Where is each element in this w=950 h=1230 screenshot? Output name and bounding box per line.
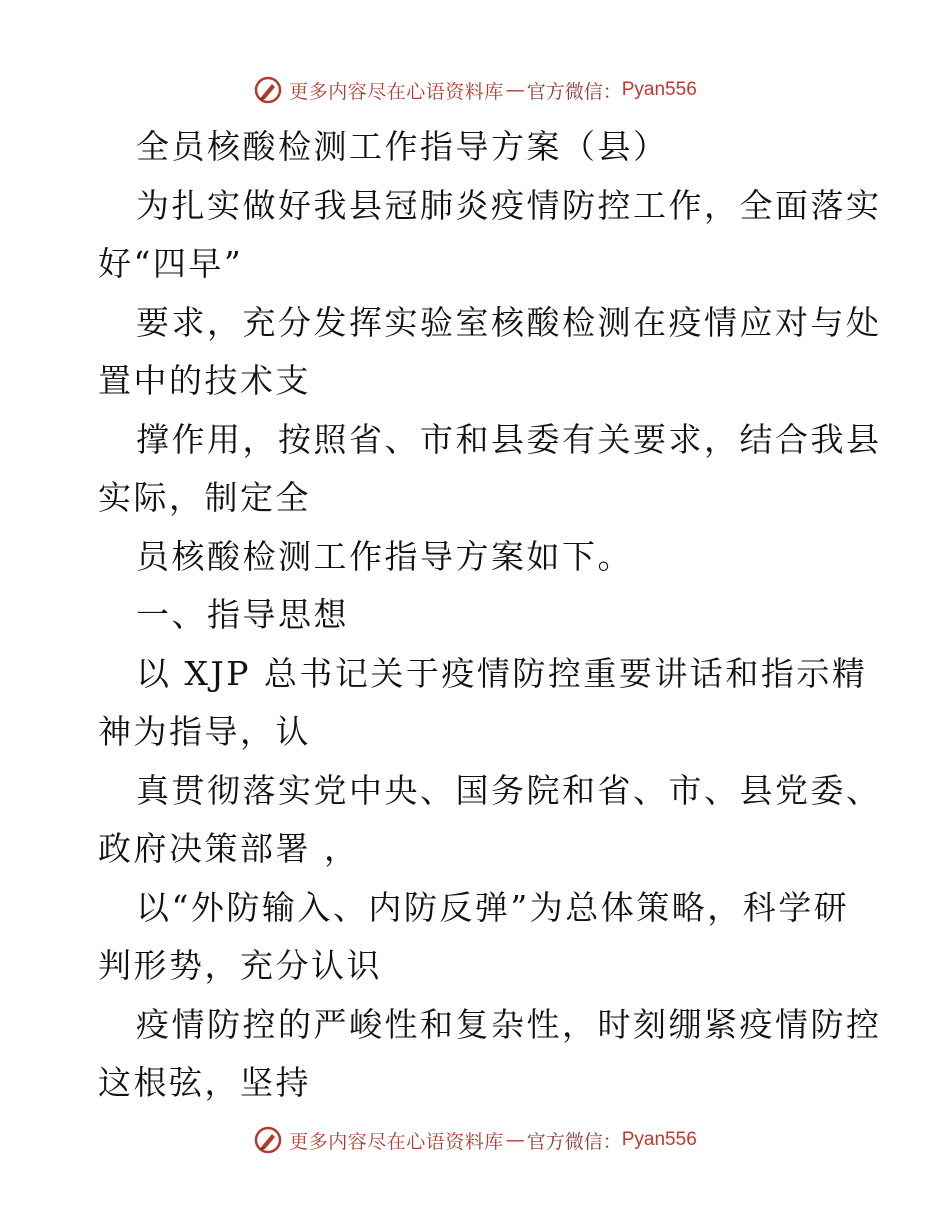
- watermark-dash: —: [505, 1129, 525, 1151]
- doc-line: 实际，制定全: [98, 478, 311, 517]
- doc-line: 置中的技术支: [98, 361, 311, 400]
- doc-line: 为扎实做好我县冠肺炎疫情防控工作，全面落实: [136, 185, 882, 225]
- watermark-title: 更多内容尽在心语资料库: [289, 80, 504, 103]
- watermark-header: [0, 70, 950, 110]
- doc-line: 政府决策部署 ，: [98, 829, 360, 868]
- section-heading: 一、指导思想: [136, 595, 349, 634]
- doc-line: 判形势，充分认识: [98, 946, 382, 985]
- doc-line: 撑作用，按照省、市和县委有关要求，结合我县: [136, 419, 882, 459]
- document-body: [98, 118, 882, 1113]
- doc-line: 以 XJP 总书记关于疫情防控重要讲话和指示精: [136, 653, 868, 693]
- doc-line: 全员核酸检测工作指导方案（县）: [136, 127, 669, 166]
- doc-line: 好“四早”: [98, 244, 244, 283]
- doc-line: 以“外防输入、内防反弹”为总体策略，科学研: [136, 887, 850, 927]
- watermark-wechat-label: 官方微信：: [526, 1130, 622, 1153]
- watermark-wechat-id: Pyan556: [621, 79, 697, 100]
- watermark-wechat-id: Pyan556: [621, 1129, 697, 1150]
- watermark-dash: —: [505, 79, 525, 101]
- doc-line: 神为指导，认: [98, 712, 311, 751]
- doc-line: 要求，充分发挥实验室核酸检测在疫情应对与处: [136, 302, 882, 342]
- watermark-title: 更多内容尽在心语资料库: [289, 1130, 504, 1153]
- doc-line: 这根弦，坚持: [98, 1063, 311, 1102]
- doc-line: 员核酸检测工作指导方案如下。: [136, 536, 633, 576]
- doc-line: 疫情防控的严峻性和复杂性，时刻绷紧疫情防控: [136, 1004, 882, 1044]
- pen-logo-icon: [253, 1125, 283, 1155]
- pen-logo-icon: [253, 75, 283, 105]
- watermark-wechat-label: 官方微信：: [526, 80, 622, 103]
- doc-line: 真贯彻落实党中央、国务院和省、市、县党委、: [136, 770, 882, 810]
- watermark-footer: [0, 1120, 950, 1160]
